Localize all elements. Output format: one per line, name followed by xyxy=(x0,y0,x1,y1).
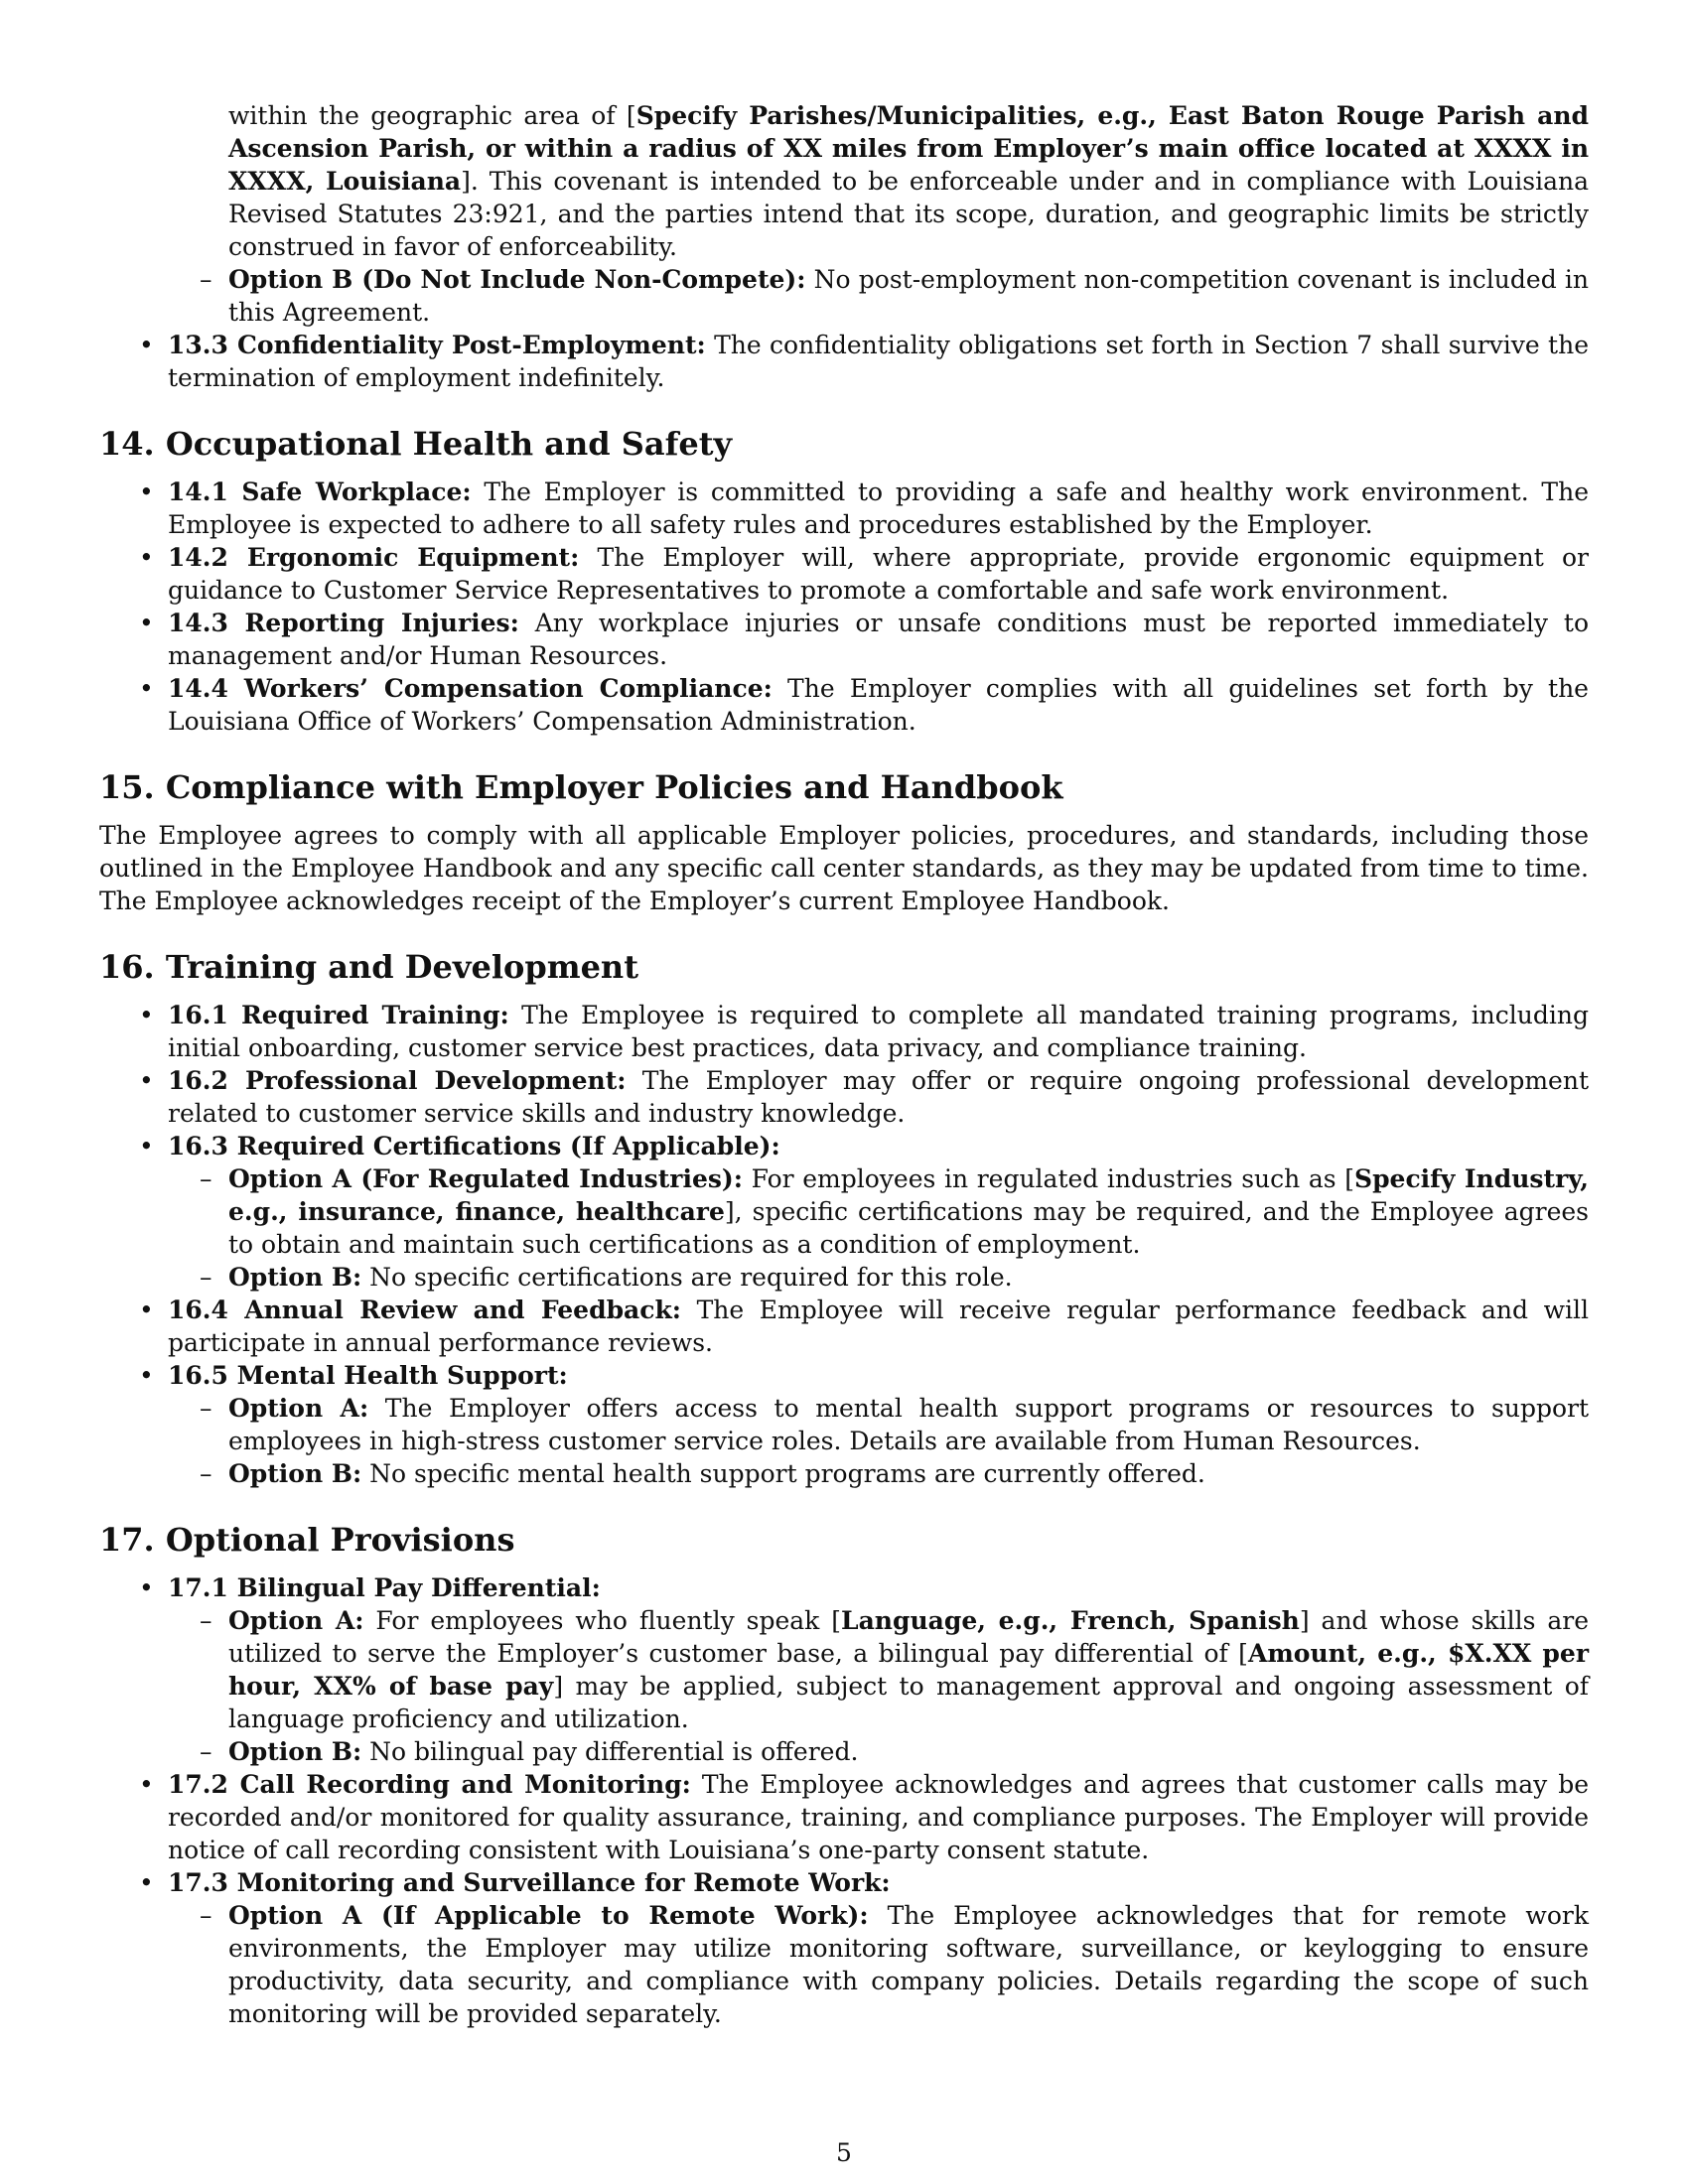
bilingual-pay-option-b: – Option B: No bilingual pay differential is offered. xyxy=(168,1735,1589,1768)
non-compete-option-b: – Option B (Do Not Include Non-Compete): No post-employment non-competition covenant is included in this Agreement. xyxy=(168,263,1589,329)
section-17-list xyxy=(99,1571,1589,2030)
list-item-14-1: • 14.1 Safe Workplace: The Employer is committed to providing a safe and healthy work environment. The Employee is expected to adhere to all safety rules and procedures established by the Employer. xyxy=(99,476,1589,541)
remote-monitoring-option-a: – Option A (If Applicable to Remote Work): The Employee acknowledges that for remote work environments, the Employer may utilize monitoring software, surveillance, or keylogging to ensure productivity, data security, and compliance with company policies. Details regarding the scope of such monitoring will be provided separately. xyxy=(168,1899,1589,2030)
non-compete-option-a-continuation: within the geographic area of [Specify Parishes/Municipalities, e.g., East Baton Rouge Parish and Ascension Parish, or within a radius of XX miles from Employer’s main office located at XXXX in XXXX, Louisiana]. This covenant is intended to be enforceable under and in compliance with Louisiana Revised Statutes 23:921, and the parties intend that its scope, duration, and geographic limits be strictly construed in favor of enforceability. xyxy=(228,101,1589,261)
section-17-heading: 17. Optional Provisions xyxy=(99,1521,515,1559)
list-item-14-2: • 14.2 Ergonomic Equipment: The Employer will, where appropriate, provide ergonomic equipment or guidance to Customer Service Representatives to promote a comfortable and safe work environment. xyxy=(99,541,1589,607)
non-compete-options xyxy=(99,263,1589,329)
list-item-16-2: • 16.2 Professional Development: The Employer may offer or require ongoing professional development related to customer service skills and industry knowledge. xyxy=(99,1064,1589,1130)
page-number: 5 xyxy=(836,2138,852,2167)
section-14-heading: 14. Occupational Health and Safety xyxy=(99,425,733,463)
section-13-list xyxy=(99,329,1589,394)
certification-option-a: – Option A (For Regulated Industries): For employees in regulated industries such as [Specify Industry, e.g., insurance, finance, healthcare], specific certifications may be required, and the Employee agrees to obtain and maintain such certifications as a condition of employment. xyxy=(168,1162,1589,1261)
list-item-16-5: • 16.5 Mental Health Support: – Option A: The Employer offers access to mental health support programs or resources to support employees in high-stress customer service roles. Details are available from Human Resources. – Option B: No specific mental health support programs are currently offered. xyxy=(99,1359,1589,1490)
section-15-paragraph: The Employee agrees to comply with all applicable Employer policies, procedures, and standards, including those outlined in the Employee Handbook and any specific call center standards, as they may be updated from time to time. The Employee acknowledges receipt of the Employer’s current Employee Handbook. xyxy=(99,821,1589,915)
list-item-16-4: • 16.4 Annual Review and Feedback: The Employee will receive regular performance feedback and will participate in annual performance reviews. xyxy=(99,1294,1589,1359)
section-16-heading: 16. Training and Development xyxy=(99,948,638,986)
list-item-17-2: • 17.2 Call Recording and Monitoring: The Employee acknowledges and agrees that customer calls may be recorded and/or monitored for quality assurance, training, and compliance purposes. The Employer will provide notice of call recording consistent with Louisiana’s one-party consent statute. xyxy=(99,1768,1589,1866)
remote-monitoring-options xyxy=(168,1899,1589,2030)
certification-options xyxy=(168,1162,1589,1294)
bilingual-pay-options xyxy=(168,1604,1589,1768)
bilingual-pay-option-a: – Option A: For employees who fluently speak [Language, e.g., French, Spanish] and whose skills are utilized to serve the Employer’s customer base, a bilingual pay differential of [Amount, e.g., $X.XX per hour, XX% of base pay] may be applied, subject to management approval and ongoing assessment of language proficiency and utilization. xyxy=(168,1604,1589,1735)
list-item-13-3: • 13.3 Confidentiality Post-Employment: The confidentiality obligations set forth in Section 7 shall survive the termination of employment indefinitely. xyxy=(99,329,1589,394)
certification-option-b: – Option B: No specific certifications are required for this role. xyxy=(168,1261,1589,1294)
section-15-heading: 15. Compliance with Employer Policies and Handbook xyxy=(99,768,1063,806)
mental-health-options xyxy=(168,1392,1589,1490)
list-item-17-1: • 17.1 Bilingual Pay Differential: – Option A: For employees who fluently speak [Language, e.g., French, Spanish] and whose skills are utilized to serve the Employer’s customer base, a bilingual pay differential of [Amount, e.g., $X.XX per hour, XX% of base pay] may be applied, subject to management approval and ongoing assessment of language proficiency and utilization. – Option B: No bilingual pay differential is offered. xyxy=(99,1571,1589,1768)
section-16-list xyxy=(99,999,1589,1490)
document-page xyxy=(99,99,1589,2030)
list-item-14-3: • 14.3 Reporting Injuries: Any workplace injuries or unsafe conditions must be reported immediately to management and/or Human Resources. xyxy=(99,607,1589,672)
section-14-list xyxy=(99,476,1589,738)
list-item-16-1: • 16.1 Required Training: The Employee is required to complete all mandated training programs, including initial onboarding, customer service best practices, data privacy, and compliance training. xyxy=(99,999,1589,1064)
list-item-17-3: • 17.3 Monitoring and Surveillance for Remote Work: – Option A (If Applicable to Remote Work): The Employee acknowledges that for remote work environments, the Employer may utilize monitoring software, surveillance, or keylogging to ensure productivity, data security, and compliance with company policies. Details regarding the scope of such monitoring will be provided separately. xyxy=(99,1866,1589,2030)
list-item-16-3: • 16.3 Required Certifications (If Applicable): – Option A (For Regulated Industries): For employees in regulated industries such as [Specify Industry, e.g., insurance, finance, healthcare], specific certifications may be required, and the Employee agrees to obtain and maintain such certifications as a condition of employment. – Option B: No specific certifications are required for this role. xyxy=(99,1130,1589,1294)
mental-health-option-b: – Option B: No specific mental health support programs are currently offered. xyxy=(168,1457,1589,1490)
mental-health-option-a: – Option A: The Employer offers access to mental health support programs or resources to support employees in high-stress customer service roles. Details are available from Human Resources. xyxy=(168,1392,1589,1457)
list-item-14-4: • 14.4 Workers’ Compensation Compliance: The Employer complies with all guidelines set forth by the Louisiana Office of Workers’ Compensation Administration. xyxy=(99,672,1589,738)
